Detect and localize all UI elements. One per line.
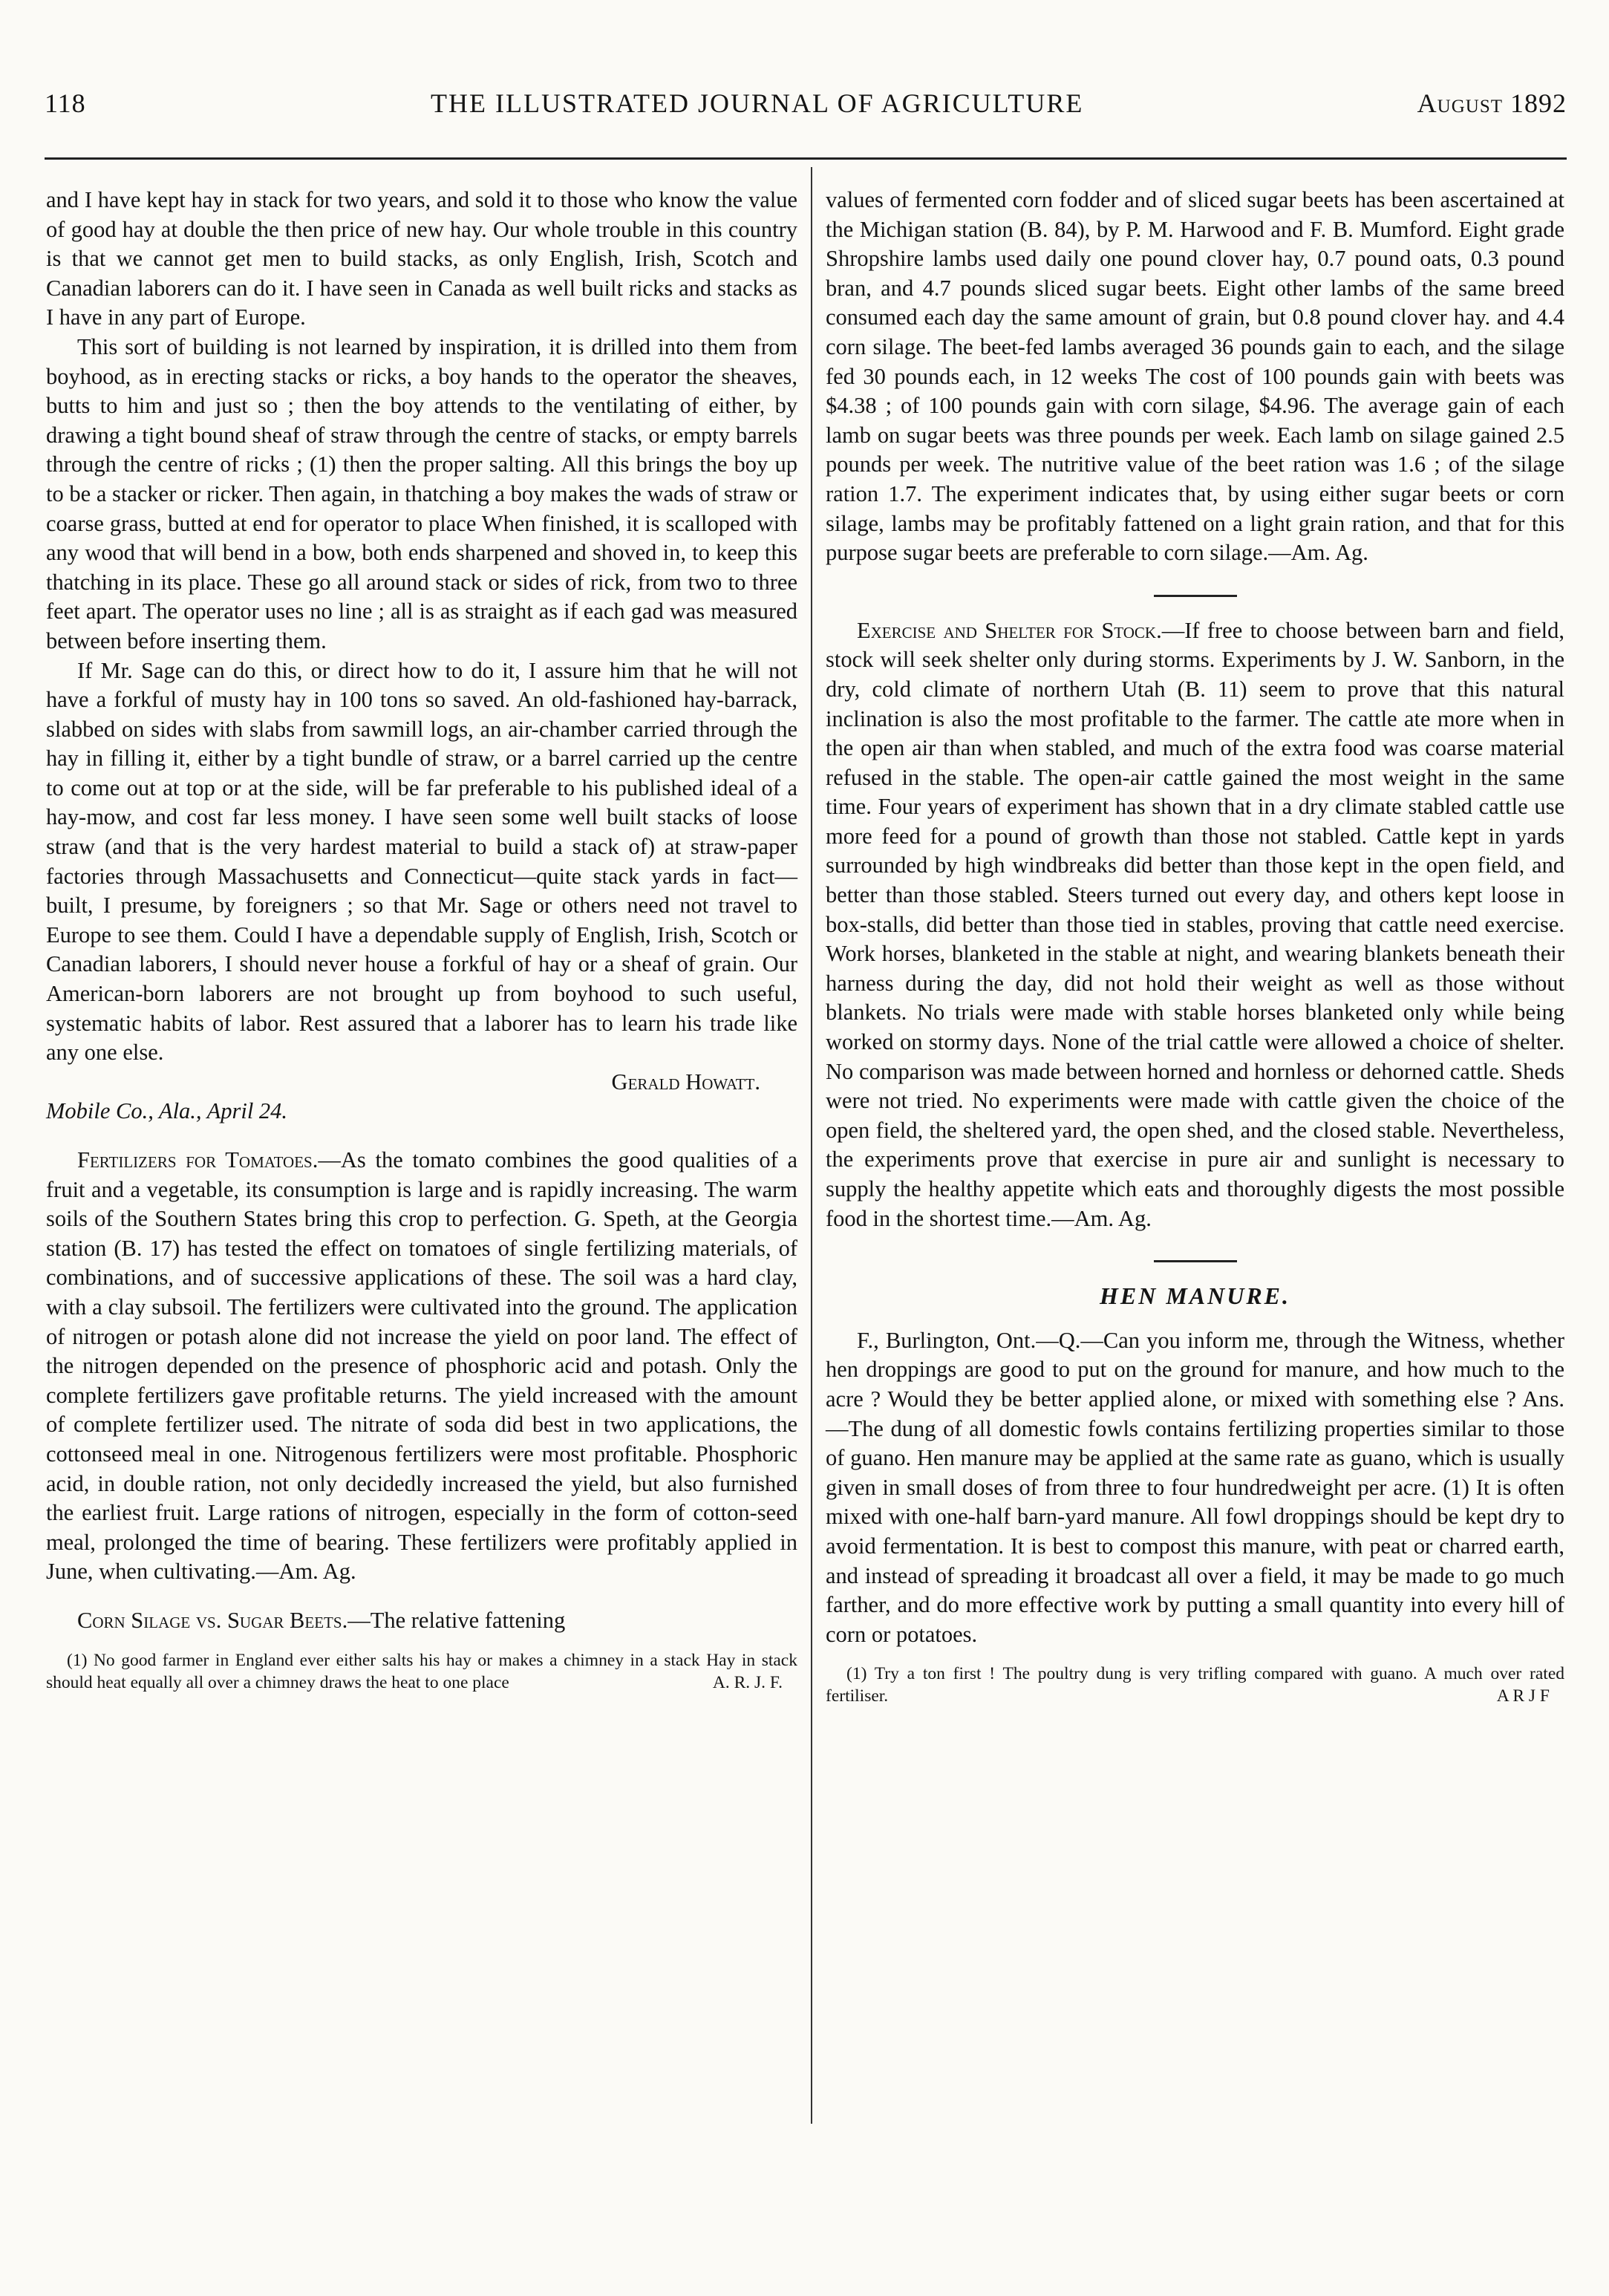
exercise-heading: Exercise and Shelter for Stock. <box>857 617 1162 643</box>
silage-heading: Corn Silage vs. Sugar Beets. <box>77 1607 348 1633</box>
author-place: Mobile Co., Ala., April 24. <box>46 1098 288 1124</box>
stacking-paragraph-2: This sort of building is not learned by inspiration, it is drilled into them from boyhood, as in erecting stacks or ricks, a boy hands to the operator the sheaves, butts to him and just so ; then the boy attends to the ventilating of either, by drawing a tight bound sheaf of straw through the centre of stacks, or empty barrels through the centre of ricks ; (1) then the proper salting. All this brings the boy up to be a stacker or ricker. Then again, in thatching a boy makes the wads of straw or coarse grass, butted at end for operator to place When finished, it is scalloped with any wood that will bend in a bow, both ends sharpened and shoved in, to keep this thatching in its place. These go all around stack or sides of rick, from two to three feet apart. The operator uses no line ; all is as straight as if each gad was measured between before inserting them. <box>46 333 797 653</box>
exercise-text: —If free to choose between barn and field, stock will seek shelter only during storms. Experiments by J. W. Sanborn, in the dry, cold climate of northern Utah (B. 11) seem to prove that this natural inclination is also the most profitable to the farmer. The cattle ate more when in the open air than when stabled, and much of the extra food was coarse material refused in the stable. The open-air cattle gained the most weight in the same time. Four years of experiment has shown that in a dry climate stabled cattle use more feed for a pound of growth than those not stabled. Cattle kept in yards surrounded by high windbreaks did better than those kept in the open field, and better than those stabled. Steers turned out every day, and others kept loose in box-stalls, did better than those tied in stables, proving that cattle need exercise. Work horses, blanketed in the stable at night, and wearing blankets beneath their harness during the day, did not hold their weight as well as those without blankets. No trials were made with stable horses blanketed only while being worked on stormy days. None of the trial cattle were allowed a choice of shelter. No comparison was made between horned and hornless or dehorned cattle. Sheds were not tried. No experiments were made with cattle given the choice of the open field, the sheltered yard, the open shed, and the closed stable. Nevertheless, the experiments prove that exercise in pure air and sunlight is necessary to supply the healthy appetite which eats and thoroughly digests the most possible food in the shortest time.—Am. Ag. <box>826 617 1564 1231</box>
right-footnote <box>826 1663 1564 1707</box>
hen-manure-heading: HEN MANURE. <box>1099 1282 1291 1310</box>
silage-continuation: values of fermented corn fodder and of sliced sugar beets has been ascertained at the Michigan station (B. 84), by P. M. Harwood and F. B. Mumford. Eight grade Shropshire lambs used daily one pound clover hay, 0.7 pound oats, 0.3 pound bran, and 4.7 pounds sliced sugar beets. Eight other lambs of the same breed consumed each day the same amount of grain, but 0.8 pound clover hay. and 4.4 corn silage. The beet-fed lambs averaged 36 pounds gain to each, and the silage fed 30 pounds each, in 12 weeks The cost of 100 pounds gain with beets was $4.38 ; of 100 pounds gain with corn silage, $4.96. The average gain of each lamb on sugar beets was three pounds per week. Each lamb on silage gained 2.5 pounds per week. The nutritive value of the beet ration was 1.6 ; of the silage ration 1.7. The experiment indicates that, by using either sugar beets or corn silage, lambs may be profitably fattened on a light grain ration, and that for this purpose sugar beets are preferable to corn silage.—Am. Ag. <box>826 187 1564 566</box>
tomatoes-text: —As the tomato combines the good qualities of a fruit and a vegetable, its consumption is large and is rapidly increasing. The warm soils of the Southern States bring this crop to perfection. G. Speth, at the Georgia station (B. 17) has tested the effect on tomatoes of single fertilizing materials, of combinations, and of successive applications of these. The soil was a hard clay, with a clay subsoil. The fertilizers were cultivated into the ground. The application of nitrogen or potash alone did not increase the yield on poor land. The effect of the nitrogen depended on the presence of phosphoric acid and potash. Only the complete fertilizers gave profitable returns. The yield increased with the amount of complete fertilizer used. The nitrate of soda did best in two applications, the cottonseed meal in one. Nitrogenous fertilizers were most profitable. Phosphoric acid, in double ration, not only decidedly increased the yield, but also furnished the earliest fruit. Large rations of nitrogen, especially in the form of cotton-seed meal, prolonged the time of bearing. These fertilizers were profitably applied in June, when cultivating.—Am. Ag. <box>46 1147 797 1585</box>
page-number: 118 <box>45 88 86 118</box>
left-footnote-text: (1) No good farmer in England ever either salts his hay or makes a chimney in a stack Hay in stack should heat equally all over a chimney draws the heat to one place A. R. J. F. <box>46 1650 797 1692</box>
separator-rule <box>1154 1260 1237 1262</box>
hen-manure-text: F., Burlington, Ont.—Q.—Can you inform me, through the Witness, whether hen droppings are good to put on the ground for manure, and how much to the acre ? Would they be better applied alone, or mixed with something else ? Ans. —The dung of all domestic fowls contains fertilizing properties similar to those of guano. Hen manure may be applied at the same rate as guano, which is usually given in small doses of from three to four hundredweight per acre. (1) It is often mixed with one-half barn-yard manure. All fowl droppings should be kept dry to avoid fermentation. It is best to compost this manure, with peat or charred earth, and instead of spreading it broadcast all over a field, it may be made to go much farther, and do more effective work by putting a small quantity into every hill of corn or potatoes. <box>826 1327 1564 1647</box>
issue-date: August 1892 <box>1417 88 1567 118</box>
left-column <box>46 186 797 1694</box>
stacking-paragraph-1: and I have kept hay in stack for two years, and sold it to those who know the value of good hay at double the then price of new hay. Our whole trouble in this country is that we cannot get men to build stacks, as only English, Irish, Scotch and Canadian laborers can do it. I have seen in Canada as well built ricks and stacks as I have in any part of Europe. <box>46 187 797 330</box>
tomatoes-heading: Fertilizers for Tomatoes. <box>77 1147 319 1173</box>
right-footnote-text: (1) Try a ton first ! The poultry dung is very trifling compared with guano. A much over rated fertiliser. A R J F <box>826 1664 1564 1706</box>
tomatoes-article <box>46 1146 797 1587</box>
author-signature: Gerald Howatt. <box>611 1069 760 1095</box>
right-footnote-signature: A R J F <box>1496 1686 1550 1706</box>
header-rule <box>45 157 1567 160</box>
journal-title: THE ILLUSTRATED JOURNAL OF AGRICULTURE <box>431 88 1084 118</box>
page-header <box>45 88 1567 132</box>
exercise-article <box>826 616 1564 1233</box>
left-footnote <box>46 1649 797 1694</box>
left-footnote-signature: A. R. J. F. <box>712 1672 783 1692</box>
silage-text: —The relative fattening <box>347 1607 566 1633</box>
column-divider <box>811 167 812 2124</box>
silage-article-start <box>46 1606 797 1636</box>
separator-rule <box>1154 595 1237 597</box>
right-column <box>826 186 1564 1707</box>
stacking-paragraph-3: If Mr. Sage can do this, or direct how to do it, I assure him that he will not have a forkful of musty hay in 100 tons so saved. An old-fashioned hay-barrack, slabbed on sides with slabs from sawmill logs, an air-chamber carried through the hay in filling it, either by a tight bundle of straw, or a barrel carried up the centre to come out at top or at the side, will be far preferable to his published ideal of a hay-mow, and cost far less money. I have seen some well built stacks of loose straw (and that is the very hardest material to build a stack of) at straw-paper factories through Massachusetts and Connecticut—quite stack yards in fact—built, I presume, by foreigners ; so that Mr. Sage or others need not travel to Europe to see them. Could I have a dependable supply of English, Irish, Scotch or Canadian laborers, I should never house a forkful of hay or a sheaf of grain. Our American-born laborers are not brought up from boyhood to such useful, systematic habits of labor. Rest assured that a laborer has to learn his trade like any one else. <box>46 657 797 1066</box>
